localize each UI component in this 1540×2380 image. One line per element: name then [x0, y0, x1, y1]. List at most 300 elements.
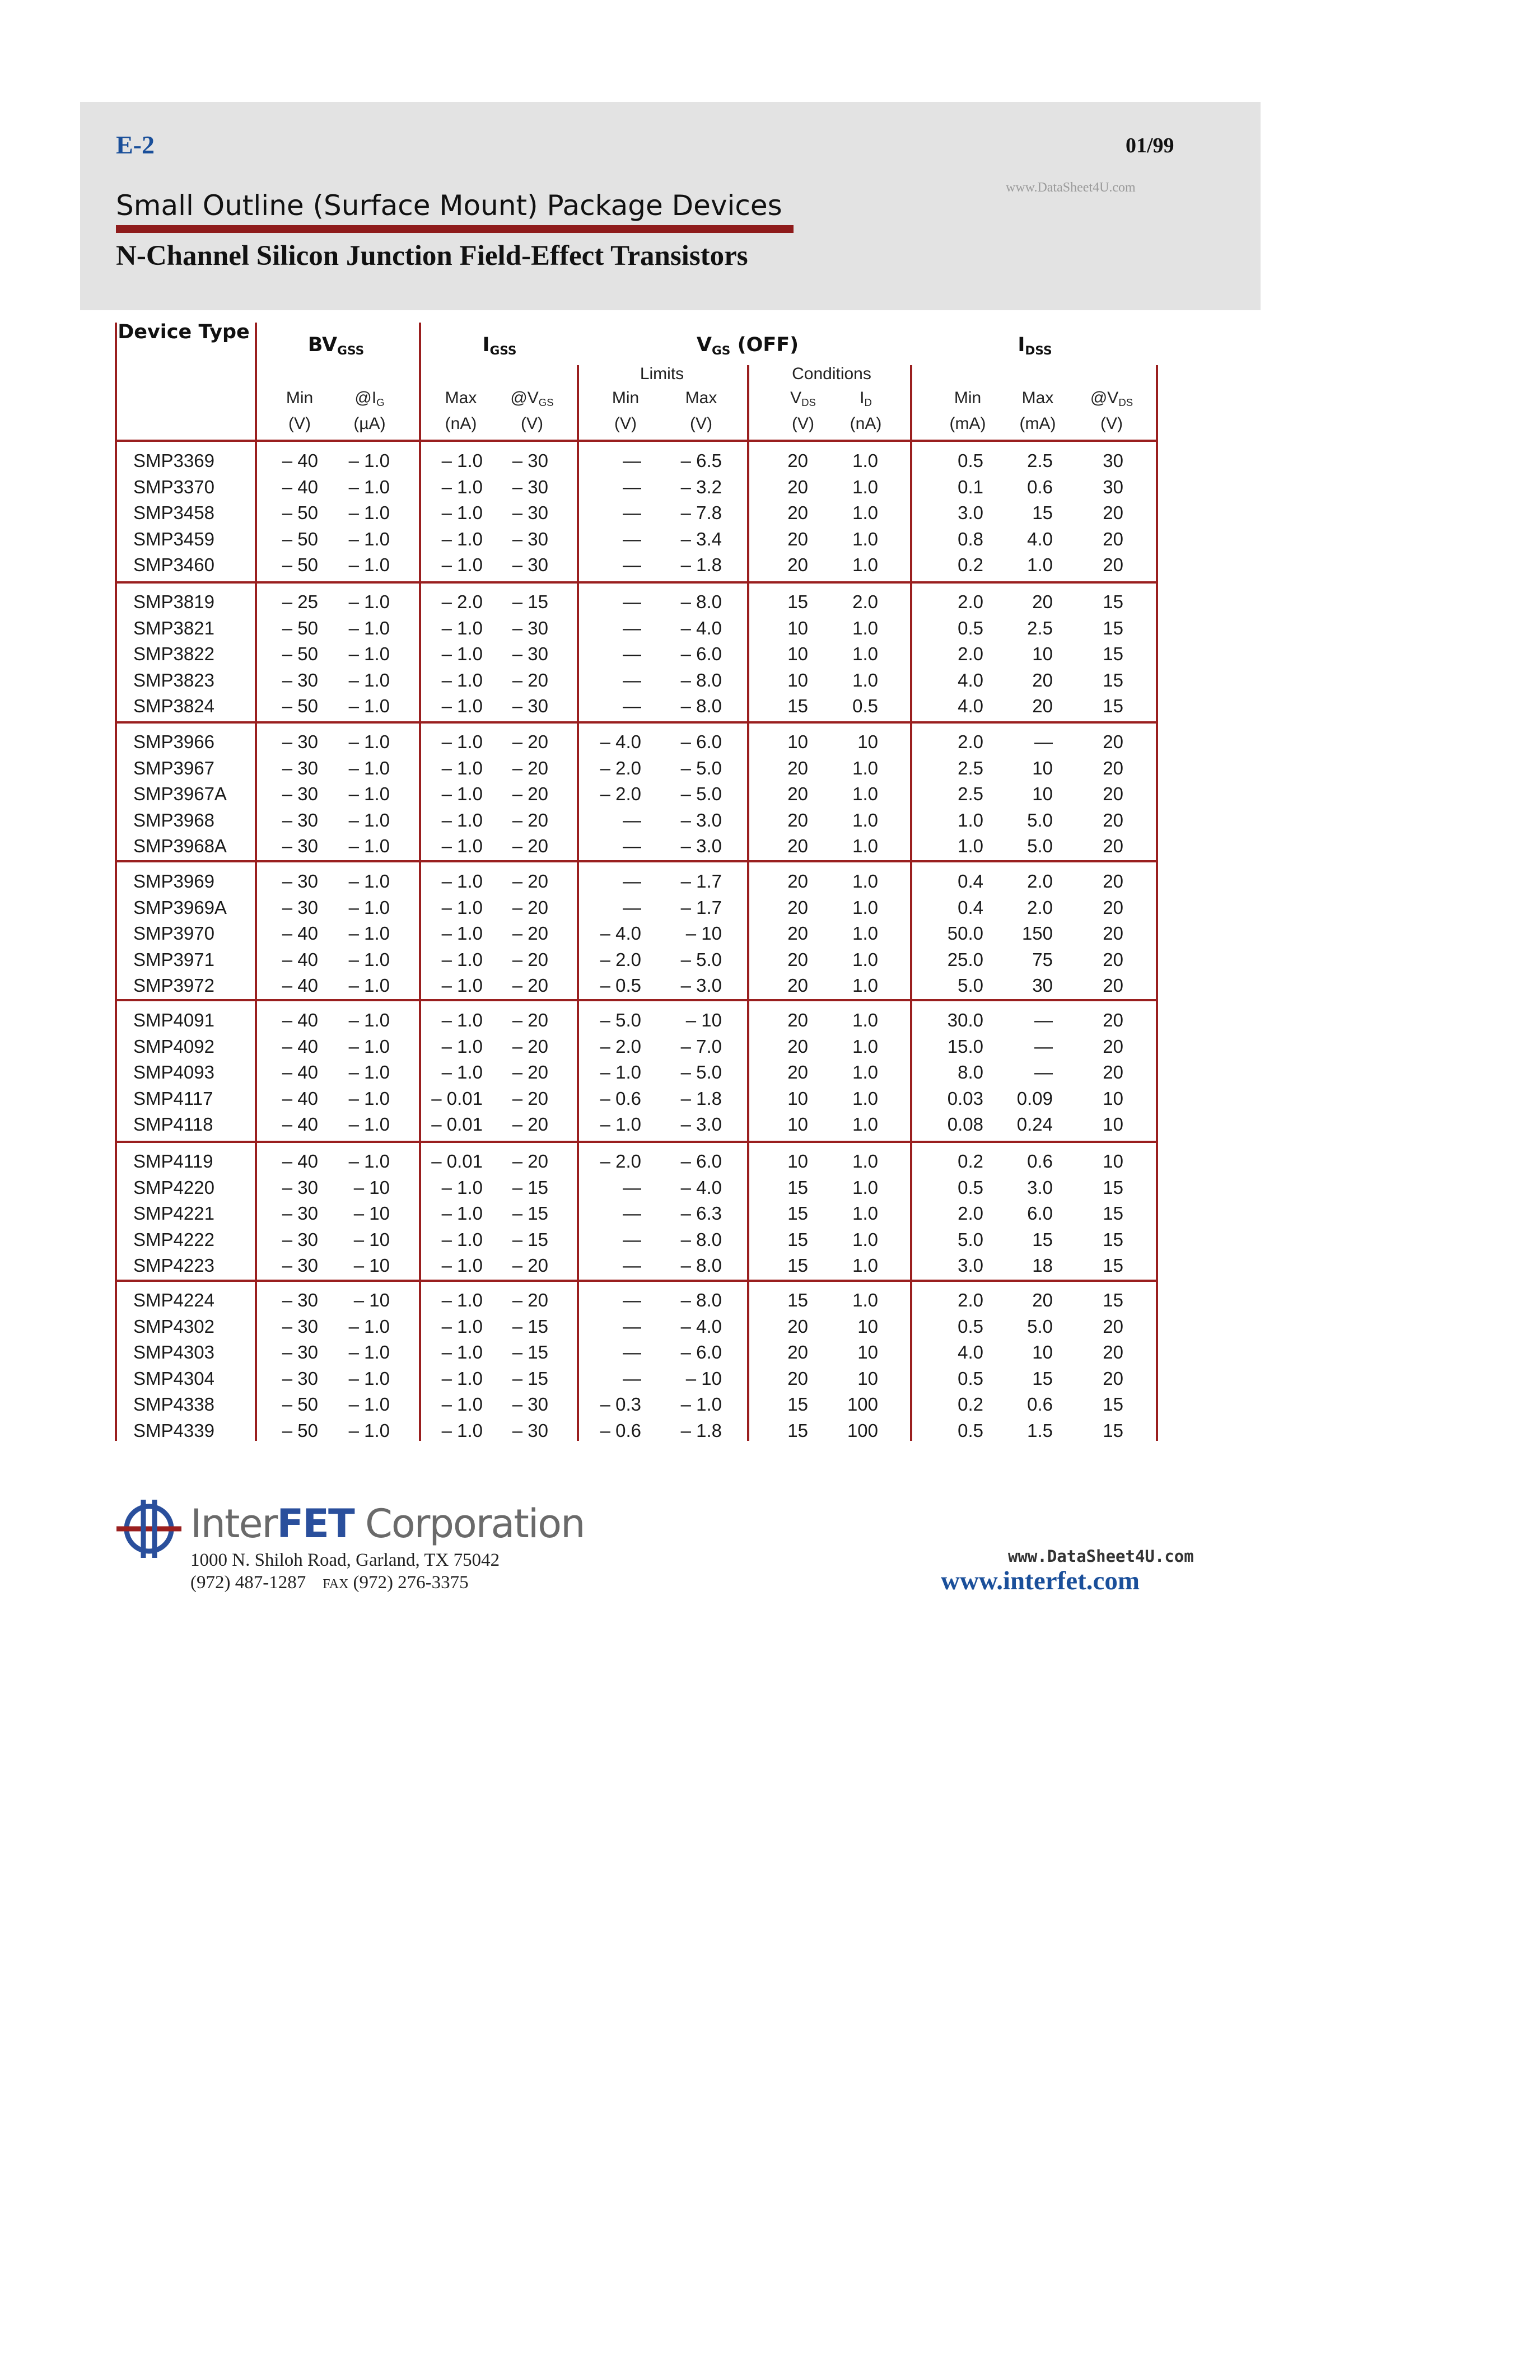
cell-bvgss-min: – 30	[282, 783, 318, 804]
cell-igss-vgs: – 20	[512, 783, 548, 804]
cell-igss-vgs: – 30	[512, 528, 548, 549]
cell-idss-min: 15.0	[947, 1035, 983, 1057]
cell-bvgss-ig: – 10	[353, 1203, 390, 1224]
cell-vgs-min: – 4.0	[600, 923, 641, 944]
cell-igss-max: – 1.0	[441, 1062, 483, 1082]
cell-vgs-max: – 7.0	[680, 1035, 722, 1057]
cell-idss-min: 8.0	[958, 1062, 983, 1082]
cell-vgs-min: —	[623, 809, 641, 830]
cell-idss-max: 1.5	[1027, 1420, 1053, 1441]
cell-bvgss-min: – 30	[282, 836, 318, 856]
cell-device-type: SMP3969A	[133, 897, 227, 918]
cell-igss-vgs: – 20	[512, 836, 548, 856]
cell-idss-max: 150	[1021, 923, 1053, 944]
cell-vgs-min: – 1.0	[600, 1114, 641, 1135]
cell-device-type: SMP3969	[133, 871, 214, 892]
cell-idss-min: 0.1	[958, 476, 983, 497]
cell-vgs-max: – 6.3	[680, 1203, 722, 1224]
cell-vgs-min: —	[623, 1368, 641, 1389]
cell-idss-min: 2.0	[958, 1290, 983, 1310]
cell-vgs-min: – 2.0	[600, 783, 641, 804]
cell-igss-max: – 0.01	[431, 1088, 483, 1109]
cell-vds: 20	[787, 975, 808, 996]
sub-header-unit: (nA)	[850, 414, 882, 433]
cell-bvgss-ig: – 1.0	[348, 1394, 390, 1415]
cell-bvgss-min: – 40	[282, 975, 318, 996]
cell-bvgss-min: – 40	[282, 1114, 318, 1135]
cell-bvgss-ig: – 10	[353, 1255, 390, 1276]
cell-idss-max: 20	[1032, 1290, 1053, 1310]
cell-bvgss-ig: – 1.0	[348, 809, 390, 830]
cell-vgs-min: —	[623, 617, 641, 638]
cell-idss-min: 0.5	[958, 450, 983, 471]
cell-bvgss-min: – 40	[282, 476, 318, 497]
cell-idss-max: 10	[1032, 757, 1053, 778]
cell-idss-max: 1.0	[1027, 554, 1053, 575]
cell-igss-max: – 1.0	[441, 836, 483, 856]
cell-igss-vgs: – 30	[512, 1420, 548, 1441]
cell-igss-vgs: – 20	[512, 1151, 548, 1172]
cell-igss-vgs: – 20	[512, 871, 548, 892]
cell-vgs-max: – 1.8	[680, 1420, 722, 1441]
cell-bvgss-min: – 50	[282, 528, 318, 549]
cell-bvgss-ig: – 1.0	[348, 949, 390, 970]
cell-vds: 15	[787, 1177, 808, 1198]
cell-igss-max: – 1.0	[441, 669, 483, 690]
header-conditions: Conditions	[792, 365, 871, 383]
cell-vds: 20	[787, 1368, 808, 1389]
cell-idss-max: 2.0	[1027, 871, 1053, 892]
cell-igss-max: – 1.0	[441, 1203, 483, 1224]
cell-bvgss-ig: – 1.0	[348, 591, 390, 612]
cell-device-type: SMP4118	[133, 1114, 213, 1135]
cell-vds: 20	[787, 528, 808, 549]
cell-vds: 20	[787, 809, 808, 830]
cell-vds: 20	[787, 949, 808, 970]
cell-id: 1.0	[852, 923, 878, 944]
sub-header-unit: (V)	[521, 414, 543, 433]
cell-bvgss-min: – 50	[282, 696, 318, 716]
cell-idss-min: 0.2	[958, 1394, 983, 1415]
cell-idss-max: 10	[1032, 643, 1053, 664]
cell-bvgss-min: – 30	[282, 1177, 318, 1198]
sub-header-unit: (V)	[1100, 414, 1123, 433]
cell-device-type: SMP4338	[133, 1394, 214, 1415]
cell-vgs-min: —	[623, 1203, 641, 1224]
cell-device-type: SMP3967	[133, 757, 214, 778]
cell-idss-vds: 20	[1103, 1315, 1123, 1337]
cell-device-type: SMP3460	[133, 554, 214, 575]
cell-vgs-min: – 0.3	[600, 1394, 641, 1415]
sub-header-label: Max	[685, 389, 717, 407]
cell-vgs-max: – 5.0	[680, 757, 722, 778]
watermark-bottom[interactable]: www.DataSheet4U.com	[1008, 1547, 1194, 1566]
cell-bvgss-ig: – 1.0	[348, 1342, 390, 1362]
cell-idss-max: 10	[1032, 1342, 1053, 1362]
cell-id: 100	[847, 1420, 878, 1441]
sub-header-unit: (µA)	[353, 414, 386, 433]
cell-device-type: SMP4302	[133, 1315, 214, 1337]
cell-igss-vgs: – 30	[512, 450, 548, 471]
cell-vgs-min: —	[623, 871, 641, 892]
cell-bvgss-ig: – 10	[353, 1229, 390, 1250]
cell-idss-vds: 20	[1103, 809, 1123, 830]
cell-bvgss-ig: – 1.0	[348, 643, 390, 664]
cell-idss-vds: 15	[1103, 669, 1123, 690]
cell-idss-vds: 20	[1103, 975, 1123, 996]
cell-igss-vgs: – 30	[512, 476, 548, 497]
cell-vds: 20	[787, 1342, 808, 1362]
cell-vgs-min: —	[623, 502, 641, 523]
cell-idss-max: 5.0	[1027, 1315, 1053, 1337]
group-separator	[115, 1280, 1158, 1282]
cell-bvgss-min: – 30	[282, 1342, 318, 1362]
cell-igss-vgs: – 30	[512, 643, 548, 664]
cell-idss-min: 0.2	[958, 1151, 983, 1172]
cell-bvgss-min: – 30	[282, 871, 318, 892]
cell-vds: 20	[787, 1315, 808, 1337]
cell-idss-max: 15	[1032, 502, 1053, 523]
cell-vgs-min: —	[623, 669, 641, 690]
cell-device-type: SMP3970	[133, 923, 214, 944]
cell-idss-max: —	[1034, 1010, 1053, 1030]
cell-id: 10	[857, 1342, 878, 1362]
cell-vgs-max: – 8.0	[680, 669, 722, 690]
cell-idss-max: 0.6	[1027, 1394, 1053, 1415]
cell-device-type: SMP4092	[133, 1035, 214, 1057]
cell-vgs-min: – 0.5	[600, 975, 641, 996]
cell-vgs-min: – 2.0	[600, 949, 641, 970]
cell-id: 1.0	[852, 975, 878, 996]
cell-id: 10	[857, 1315, 878, 1337]
cell-vgs-min: —	[623, 476, 641, 497]
cell-bvgss-ig: – 1.0	[348, 1151, 390, 1172]
cell-id: 1.0	[852, 809, 878, 830]
cell-bvgss-ig: – 1.0	[348, 450, 390, 471]
sub-header-label: VDS	[790, 389, 816, 409]
cell-vds: 15	[787, 1394, 808, 1415]
cell-vgs-min: – 4.0	[600, 731, 641, 752]
header-rule	[115, 440, 1158, 442]
cell-igss-max: – 1.0	[441, 502, 483, 523]
cell-idss-vds: 15	[1103, 1420, 1123, 1441]
cell-vgs-max: – 1.0	[680, 1394, 722, 1415]
cell-idss-vds: 20	[1103, 836, 1123, 856]
cell-vgs-min: – 5.0	[600, 1010, 641, 1030]
cell-device-type: SMP4117	[133, 1088, 213, 1109]
cell-idss-vds: 15	[1103, 591, 1123, 612]
cell-device-type: SMP3968	[133, 809, 214, 830]
cell-igss-vgs: – 20	[512, 1255, 548, 1276]
company-address: 1000 N. Shiloh Road, Garland, TX 75042	[190, 1550, 500, 1570]
sub-header-unit: (nA)	[445, 414, 477, 433]
cell-bvgss-min: – 50	[282, 1420, 318, 1441]
cell-idss-min: 30.0	[947, 1010, 983, 1030]
cell-vgs-min: —	[623, 1342, 641, 1362]
cell-idss-vds: 20	[1103, 757, 1123, 778]
cell-vgs-min: —	[623, 1255, 641, 1276]
cell-idss-max: 2.5	[1027, 617, 1053, 638]
cell-bvgss-ig: – 1.0	[348, 528, 390, 549]
cell-idss-vds: 20	[1103, 528, 1123, 549]
cell-id: 1.0	[852, 1088, 878, 1109]
sub-header-label: Min	[286, 389, 314, 407]
cell-igss-max: – 1.0	[441, 1229, 483, 1250]
cell-device-type: SMP4303	[133, 1342, 214, 1362]
cell-igss-vgs: – 20	[512, 975, 548, 996]
cell-idss-max: 0.6	[1027, 1151, 1053, 1172]
cell-id: 1.0	[852, 1203, 878, 1224]
cell-id: 1.0	[852, 1151, 878, 1172]
cell-vgs-max: – 6.0	[680, 1342, 722, 1362]
cell-idss-max: 2.5	[1027, 450, 1053, 471]
cell-device-type: SMP3972	[133, 975, 214, 996]
cell-igss-max: – 1.0	[441, 975, 483, 996]
group-separator	[115, 860, 1158, 862]
cell-device-type: SMP3370	[133, 476, 214, 497]
cell-bvgss-min: – 40	[282, 1035, 318, 1057]
cell-igss-max: – 0.01	[431, 1151, 483, 1172]
cell-idss-vds: 20	[1103, 1342, 1123, 1362]
cell-igss-vgs: – 15	[512, 1315, 548, 1337]
cell-igss-vgs: – 20	[512, 1114, 548, 1135]
cell-id: 1.0	[852, 871, 878, 892]
cell-idss-max: 18	[1032, 1255, 1053, 1276]
cell-vgs-max: – 5.0	[680, 949, 722, 970]
cell-idss-max: 15	[1032, 1368, 1053, 1389]
cell-igss-max: – 1.0	[441, 731, 483, 752]
cell-device-type: SMP4223	[133, 1255, 214, 1276]
cell-vds: 10	[787, 1151, 808, 1172]
date-label: 01/99	[1126, 134, 1174, 157]
cell-id: 1.0	[852, 1062, 878, 1082]
company-website-link[interactable]: www.interfet.com	[941, 1566, 1140, 1595]
cell-igss-vgs: – 30	[512, 1394, 548, 1415]
cell-vgs-max: – 4.0	[680, 1315, 722, 1337]
cell-device-type: SMP4220	[133, 1177, 214, 1198]
cell-id: 1.0	[852, 617, 878, 638]
cell-igss-vgs: – 15	[512, 1368, 548, 1389]
cell-igss-vgs: – 30	[512, 502, 548, 523]
cell-igss-vgs: – 20	[512, 949, 548, 970]
cell-igss-vgs: – 20	[512, 809, 548, 830]
cell-vgs-min: – 2.0	[600, 1035, 641, 1057]
cell-vgs-max: – 6.0	[680, 1151, 722, 1172]
cell-vgs-max: – 3.0	[680, 975, 722, 996]
cell-vgs-max: – 1.8	[680, 1088, 722, 1109]
page-title: Small Outline (Surface Mount) Package Devices	[116, 189, 782, 222]
cell-vds: 20	[787, 502, 808, 523]
cell-vds: 20	[787, 923, 808, 944]
cell-vgs-max: – 7.8	[680, 502, 722, 523]
cell-bvgss-min: – 40	[282, 1062, 318, 1082]
table-left-border	[115, 323, 117, 1441]
cell-idss-max: 20	[1032, 669, 1053, 690]
cell-id: 100	[847, 1394, 878, 1415]
cell-idss-min: 2.5	[958, 757, 983, 778]
cell-vgs-max: – 6.0	[680, 643, 722, 664]
cell-idss-vds: 10	[1103, 1088, 1123, 1109]
title-divider	[116, 225, 794, 233]
cell-device-type: SMP3823	[133, 669, 214, 690]
cell-igss-vgs: – 15	[512, 1342, 548, 1362]
cell-device-type: SMP4339	[133, 1420, 214, 1441]
cell-igss-vgs: – 20	[512, 1062, 548, 1082]
cell-idss-vds: 20	[1103, 1010, 1123, 1030]
cell-bvgss-min: – 50	[282, 554, 318, 575]
cell-idss-min: 1.0	[958, 836, 983, 856]
cell-bvgss-min: – 50	[282, 1394, 318, 1415]
cell-vds: 20	[787, 450, 808, 471]
cell-vgs-max: – 1.7	[680, 897, 722, 918]
header-device-type: Device Type	[118, 321, 250, 343]
cell-idss-max: 4.0	[1027, 528, 1053, 549]
cell-bvgss-ig: – 1.0	[348, 1420, 390, 1441]
sub-header-label: @IG	[354, 389, 385, 409]
cell-idss-min: 0.4	[958, 897, 983, 918]
cell-id: 2.0	[852, 591, 878, 612]
cell-idss-max: 0.24	[1016, 1114, 1053, 1135]
cell-vgs-min: —	[623, 897, 641, 918]
cell-id: 1.0	[852, 757, 878, 778]
sub-header-unit: (V)	[288, 414, 311, 433]
watermark-top[interactable]: www.DataSheet4U.com	[1006, 180, 1136, 195]
cell-bvgss-min: – 30	[282, 669, 318, 690]
cell-id: 1.0	[852, 783, 878, 804]
cell-igss-vgs: – 20	[512, 1010, 548, 1030]
cell-igss-max: – 1.0	[441, 1342, 483, 1362]
cell-igss-max: – 1.0	[441, 783, 483, 804]
cell-idss-max: 5.0	[1027, 809, 1053, 830]
cell-vds: 10	[787, 731, 808, 752]
cell-bvgss-min: – 50	[282, 643, 318, 664]
cell-bvgss-min: – 30	[282, 757, 318, 778]
cell-idss-min: 1.0	[958, 809, 983, 830]
cell-vgs-min: —	[623, 1177, 641, 1198]
sub-header-unit: (V)	[614, 414, 637, 433]
page-subtitle: N-Channel Silicon Junction Field-Effect Transistors	[116, 240, 748, 272]
cell-id: 1.0	[852, 897, 878, 918]
cell-idss-vds: 30	[1103, 450, 1123, 471]
header-igss: IGSS	[482, 334, 517, 358]
cell-vgs-max: – 10	[685, 1368, 722, 1389]
cell-vgs-min: —	[623, 696, 641, 716]
cell-igss-vgs: – 30	[512, 554, 548, 575]
cell-igss-max: – 1.0	[441, 1035, 483, 1057]
cell-bvgss-ig: – 1.0	[348, 783, 390, 804]
cell-vgs-min: —	[623, 1229, 641, 1250]
page-number: E-2	[116, 130, 155, 159]
cell-igss-vgs: – 15	[512, 1229, 548, 1250]
cell-id: 10	[857, 1368, 878, 1389]
cell-vgs-min: —	[623, 1290, 641, 1310]
cell-vgs-max: – 4.0	[680, 617, 722, 638]
cell-idss-max: 75	[1032, 949, 1053, 970]
cell-idss-min: 25.0	[947, 949, 983, 970]
cell-device-type: SMP3968A	[133, 836, 227, 856]
cell-igss-max: – 1.0	[441, 554, 483, 575]
cell-idss-min: 0.2	[958, 554, 983, 575]
cell-bvgss-ig: – 1.0	[348, 502, 390, 523]
cell-igss-max: – 1.0	[441, 923, 483, 944]
cell-igss-vgs: – 15	[512, 591, 548, 612]
cell-device-type: SMP4119	[133, 1151, 213, 1172]
group-separator	[115, 999, 1158, 1001]
cell-idss-vds: 15	[1103, 1290, 1123, 1310]
cell-igss-vgs: – 15	[512, 1203, 548, 1224]
cell-idss-min: 50.0	[947, 923, 983, 944]
cell-idss-vds: 15	[1103, 1203, 1123, 1224]
cell-bvgss-min: – 30	[282, 1229, 318, 1250]
cell-bvgss-min: – 30	[282, 1203, 318, 1224]
cell-device-type: SMP3819	[133, 591, 214, 612]
cell-bvgss-min: – 50	[282, 502, 318, 523]
cell-bvgss-min: – 25	[282, 591, 318, 612]
cell-igss-max: – 1.0	[441, 757, 483, 778]
sub-header-label: ID	[860, 389, 872, 409]
cell-idss-vds: 15	[1103, 696, 1123, 716]
cell-device-type: SMP3822	[133, 643, 214, 664]
cell-vds: 15	[787, 1203, 808, 1224]
cell-idss-min: 4.0	[958, 696, 983, 716]
cell-id: 1.0	[852, 1177, 878, 1198]
cell-idss-min: 5.0	[958, 1229, 983, 1250]
cell-vgs-max: – 8.0	[680, 1290, 722, 1310]
cell-id: 1.0	[852, 502, 878, 523]
cell-idss-min: 0.03	[947, 1088, 983, 1109]
cell-igss-max: – 1.0	[441, 1394, 483, 1415]
group-separator	[115, 1141, 1158, 1143]
cell-idss-max: 5.0	[1027, 836, 1053, 856]
header-idss: IDSS	[1018, 334, 1052, 358]
cell-idss-vds: 20	[1103, 783, 1123, 804]
cell-idss-vds: 10	[1103, 1151, 1123, 1172]
cell-idss-max: 20	[1032, 591, 1053, 612]
cell-vgs-min: – 0.6	[600, 1088, 641, 1109]
cell-idss-vds: 20	[1103, 897, 1123, 918]
cell-idss-vds: 20	[1103, 1035, 1123, 1057]
cell-device-type: SMP3458	[133, 502, 214, 523]
cell-bvgss-min: – 30	[282, 897, 318, 918]
sub-header-unit: (V)	[792, 414, 814, 433]
cell-vds: 15	[787, 696, 808, 716]
sub-header-label: Max	[1021, 389, 1054, 407]
cell-id: 1.0	[852, 1010, 878, 1030]
sub-header-label: @VGS	[510, 389, 554, 409]
interfet-logo-icon	[116, 1496, 181, 1561]
cell-igss-vgs: – 20	[512, 669, 548, 690]
cell-bvgss-ig: – 1.0	[348, 731, 390, 752]
cell-idss-max: 10	[1032, 783, 1053, 804]
cell-idss-min: 2.0	[958, 591, 983, 612]
cell-bvgss-min: – 30	[282, 1290, 318, 1310]
cell-igss-vgs: – 30	[512, 617, 548, 638]
cell-id: 1.0	[852, 836, 878, 856]
cell-idss-min: 2.0	[958, 731, 983, 752]
cell-vgs-min: —	[623, 554, 641, 575]
cell-vds: 10	[787, 1114, 808, 1135]
cell-bvgss-min: – 40	[282, 923, 318, 944]
cell-vds: 20	[787, 757, 808, 778]
cell-vgs-min: —	[623, 1315, 641, 1337]
cell-vgs-max: – 10	[685, 923, 722, 944]
cell-id: 1.0	[852, 1114, 878, 1135]
cell-idss-min: 4.0	[958, 669, 983, 690]
header-bvgss: BVGSS	[307, 334, 365, 358]
cell-id: 1.0	[852, 669, 878, 690]
cell-id: 1.0	[852, 528, 878, 549]
cell-idss-vds: 10	[1103, 1114, 1123, 1135]
